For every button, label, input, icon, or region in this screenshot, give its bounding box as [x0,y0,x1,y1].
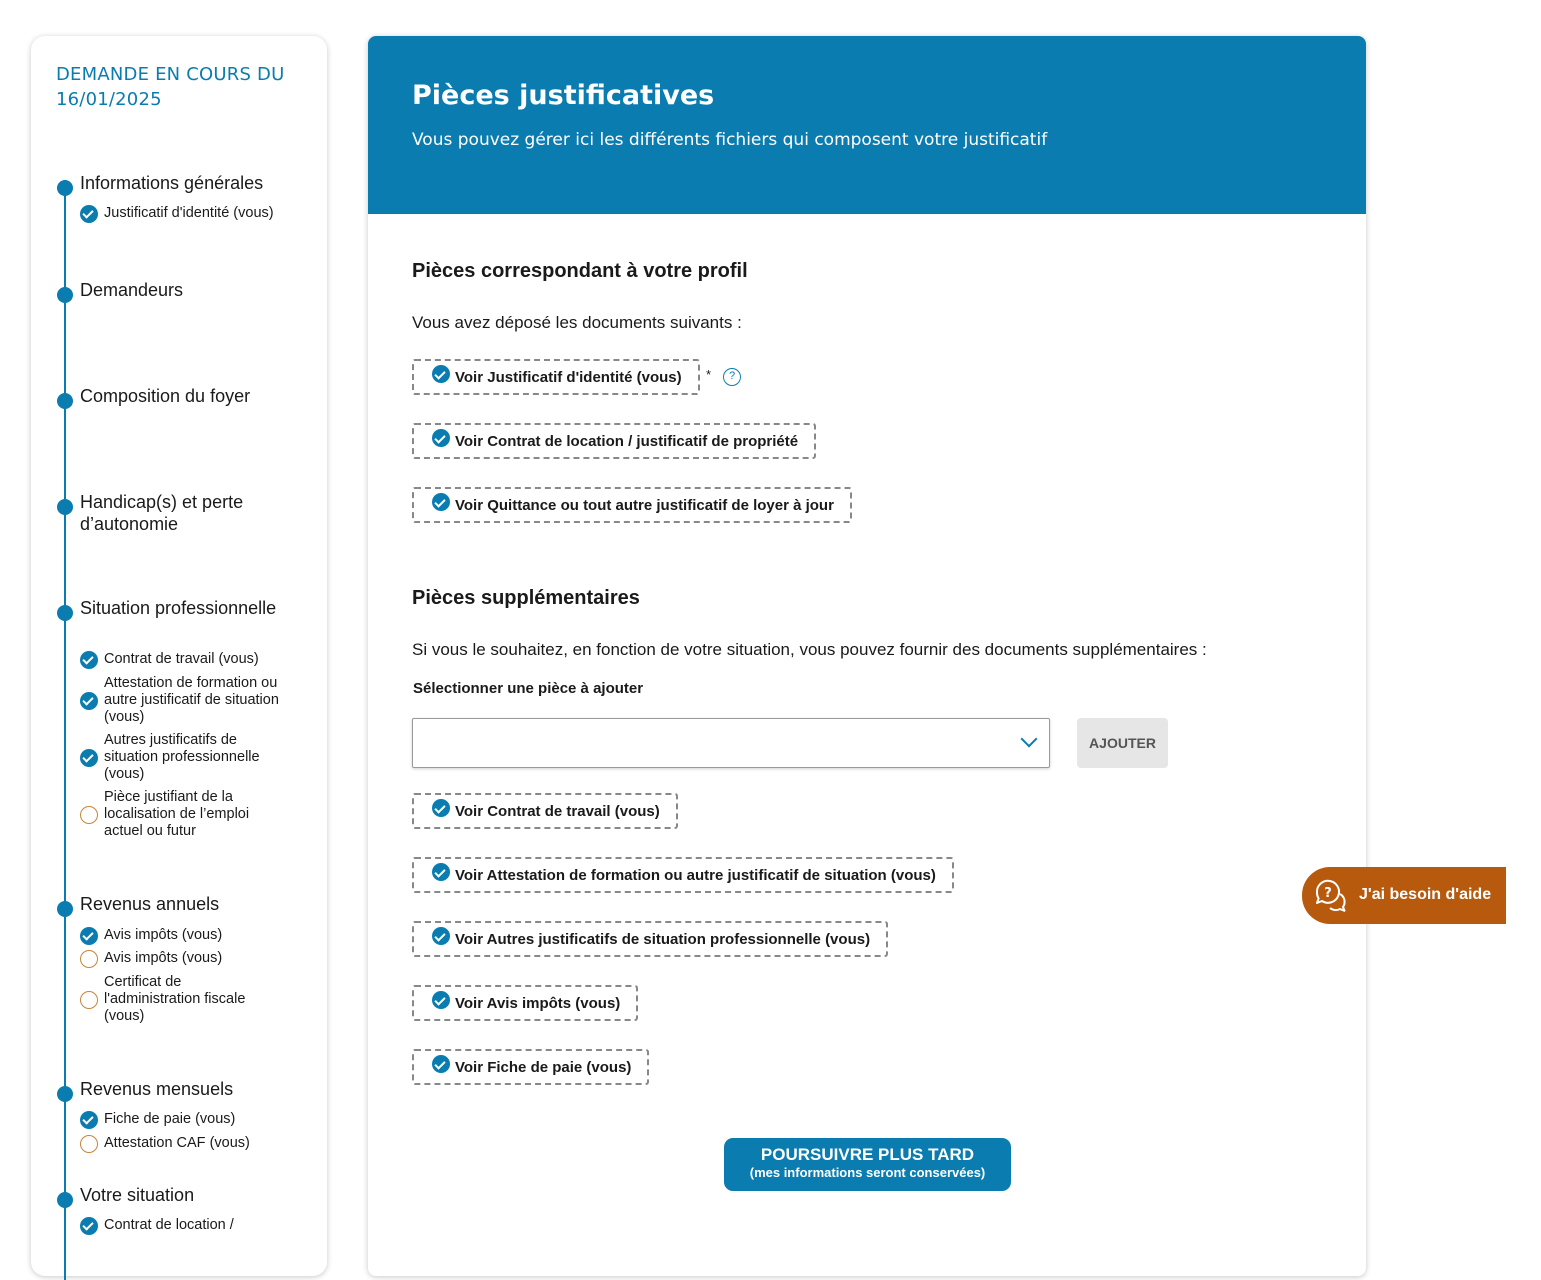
check-done-icon [80,749,98,767]
check-done-icon [432,1055,450,1073]
view-document-button[interactable] [412,857,954,893]
subitem-label: Avis impôts (vous) [104,950,223,966]
view-document-button[interactable] [412,359,700,395]
check-done-icon [80,1111,98,1129]
sidebar-subitem[interactable] [80,927,280,944]
continue-later-label: POURSUIVRE PLUS TARD [760,1145,975,1164]
view-document-button[interactable] [412,487,852,523]
check-done-icon [80,651,98,669]
timeline-line [64,180,66,1280]
document-label: Voir Contrat de location / justificatif de propriété [455,432,799,450]
subitem-label: Attestation de formation ou autre justificatif de situation (vous) [104,675,279,725]
sidebar-subitem[interactable] [80,789,280,840]
check-done-icon [432,991,450,1009]
required-marker: * [706,367,712,382]
step-title: Votre situation [80,1185,195,1205]
view-document-button[interactable] [412,1049,649,1085]
step-title: Revenus annuels [80,894,220,914]
step-dot [57,605,73,621]
check-done-icon [432,799,450,817]
sidebar-subitem[interactable] [80,205,280,222]
check-todo-icon [80,991,98,1009]
subitem-label: Autres justificatifs de situation professionnelle (vous) [104,732,260,782]
step-title: Handicap(s) et perte d’autonomie [80,492,244,534]
view-document-button[interactable] [412,423,816,459]
need-help-button[interactable] [1302,867,1506,924]
sidebar-subitem[interactable] [80,651,280,668]
check-todo-icon [80,950,98,968]
view-document-button[interactable] [412,921,888,957]
add-button[interactable]: AJOUTER [1077,718,1168,768]
select-label: Sélectionner une pièce à ajouter [413,680,644,697]
document-label: Voir Autres justificatifs de situation professionnelle (vous) [455,930,871,948]
continue-later-note: (mes informations seront conservées) [749,1165,986,1180]
sidebar-subitem[interactable] [80,1111,280,1128]
extra-section-title: Pièces supplémentaires [412,587,640,609]
subitem-label: Fiche de paie (vous) [104,1111,236,1127]
main-card [368,36,1366,1276]
continue-later-button[interactable] [724,1138,1011,1191]
check-done-icon [80,1217,98,1235]
view-document-button[interactable] [412,985,638,1021]
profile-section-title: Pièces correspondant à votre profil [412,260,748,282]
need-help-label: J'ai besoin d'aide [1359,886,1492,903]
step-dot [57,393,73,409]
document-label: Voir Avis impôts (vous) [455,994,621,1012]
svg-text:?: ? [1324,886,1332,901]
check-done-icon [432,927,450,945]
subitem-label: Pièce justifiant de la localisation de l’emploi actuel ou futur [104,789,250,839]
step-title: Situation professionnelle [80,598,277,618]
step-title: Demandeurs [80,280,184,300]
check-done-icon [432,863,450,881]
page-subtitle: Vous pouvez gérer ici les différents fichiers qui composent votre justificatif [412,130,1048,150]
sidebar-subitem[interactable] [80,1135,280,1152]
document-label: Voir Contrat de travail (vous) [455,802,660,820]
subitem-label: Contrat de travail (vous) [104,651,259,667]
page-title: Pièces justificatives [412,80,715,111]
check-done-icon [432,493,450,511]
check-done-icon [432,365,450,383]
view-document-button[interactable] [412,793,678,829]
sidebar-subitem[interactable] [80,950,280,967]
chat-help-icon [1313,877,1349,913]
sidebar-subitem[interactable] [80,1217,280,1234]
header-banner [368,36,1366,214]
profile-intro: Vous avez déposé les documents suivants : [412,313,742,332]
document-label: Voir Justificatif d'identité (vous) [455,368,682,386]
check-done-icon [80,205,98,223]
help-icon[interactable]: ? [723,368,741,386]
progress-sidebar [31,36,327,1276]
chevron-down-icon [1021,731,1038,748]
check-done-icon [432,429,450,447]
check-done-icon [80,927,98,945]
subitem-label: Attestation CAF (vous) [104,1135,250,1151]
subitem-label: Certificat de l'administration fiscale (vous) [104,974,246,1024]
document-label: Voir Fiche de paie (vous) [455,1058,632,1076]
step-dot [57,499,73,515]
step-dot [57,287,73,303]
request-title: DEMANDE EN COURS DU 16/01/2025 [56,64,285,110]
document-label: Voir Attestation de formation ou autre justificatif de situation (vous) [455,866,936,884]
sidebar-subitem[interactable] [80,675,280,726]
check-todo-icon [80,1135,98,1153]
extra-intro: Si vous le souhaitez, en fonction de votre situation, vous pouvez fournir des documents supplémentaires : [412,640,1207,659]
sidebar-subitem[interactable] [80,974,280,1025]
sidebar-subitem[interactable] [80,732,280,783]
step-dot [57,901,73,917]
step-title: Revenus mensuels [80,1079,234,1099]
document-type-select[interactable] [412,718,1050,768]
subitem-label: Justificatif d'identité (vous) [104,205,274,221]
step-dot [57,1192,73,1208]
step-dot [57,1086,73,1102]
step-title: Composition du foyer [80,386,251,406]
subitem-label: Avis impôts (vous) [104,927,223,943]
subitem-label: Contrat de location / [104,1217,234,1233]
step-dot [57,180,73,196]
step-title: Informations générales [80,173,264,193]
check-todo-icon [80,806,98,824]
check-done-icon [80,692,98,710]
document-label: Voir Quittance ou tout autre justificatif de loyer à jour [455,496,834,514]
